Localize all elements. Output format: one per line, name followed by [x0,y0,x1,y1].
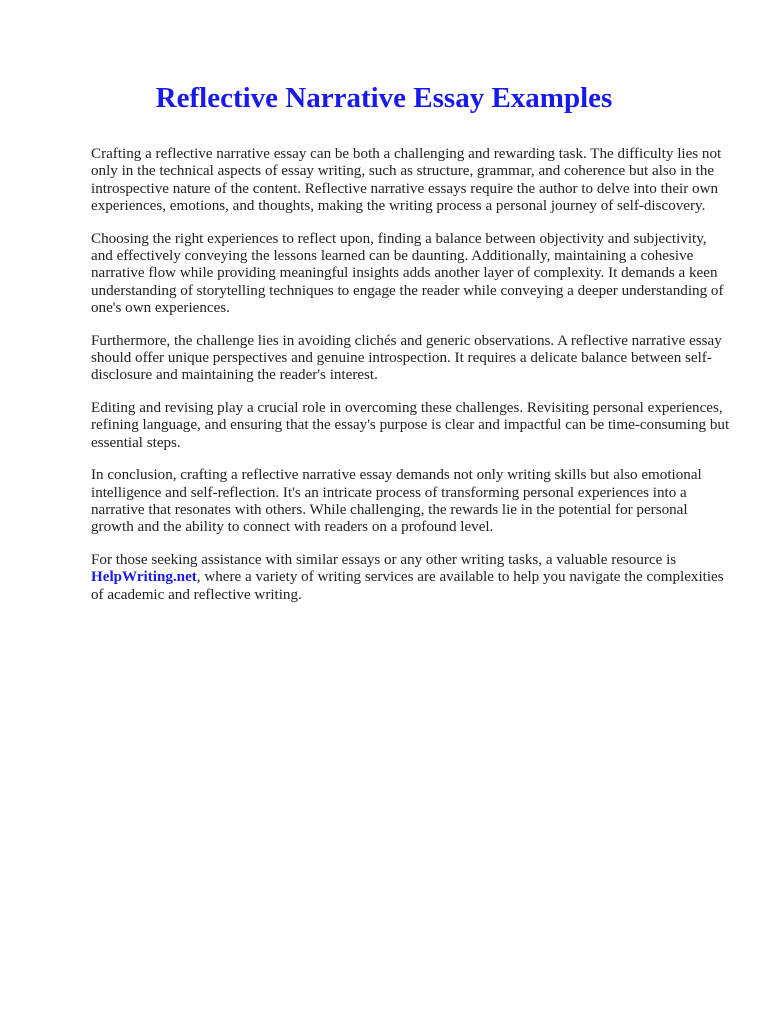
paragraph-4: Editing and revising play a crucial role in overcoming these challenges. Revisiting personal experiences, refining language, and ensuring that the essay's purpose is clear and impactful can be time-consuming but essential steps. [91,400,730,451]
closing-paragraph [91,552,731,604]
page-title: Reflective Narrative Essay Examples [155,82,613,114]
helpwriting-link[interactable]: HelpWriting.net [91,569,197,586]
paragraph-2: Choosing the right experiences to reflect upon, finding a balance between objectivity and subjectivity, and effectively conveying the lessons learned can be daunting. Additionally, maintaining a cohesive narrative flow while providing meaningful insights adds another layer of complexity. It demands a keen understanding of storytelling techniques to engage the reader while conveying a deeper understanding of one's own experiences. [91,230,724,316]
essay-body [91,146,731,620]
paragraph-3: Furthermore, the challenge lies in avoiding clichés and generic observations. A reflective narrative essay should offer unique perspectives and genuine introspection. It requires a delicate balance between self-disclosure and maintaining the reader's interest. [91,332,722,384]
paragraph-1: Crafting a reflective narrative essay can be both a challenging and rewarding task. The difficulty lies not only in the technical aspects of essay writing, such as structure, grammar, and coherence but also in the introspective nature of the content. Reflective narrative essays require the author to delve into their own experiences, emotions, and thoughts, making the writing process a personal journey of self-discovery. [91,146,722,214]
closing-text-before-link: For those seeking assistance with similar essays or any other writing tasks, a valuable resource is [91,552,677,569]
closing-text-after-link: , where a variety of writing services are available to help you navigate the complexities of academic and reflective writing. [91,569,724,603]
paragraph-5: In conclusion, crafting a reflective narrative essay demands not only writing skills but also emotional intelligence and self-reflection. It's an intricate process of transforming personal experiences into a narrative that resonates with others. While challenging, the rewards lie in the potential for personal growth and the ability to connect with readers on a profound level. [91,467,702,536]
